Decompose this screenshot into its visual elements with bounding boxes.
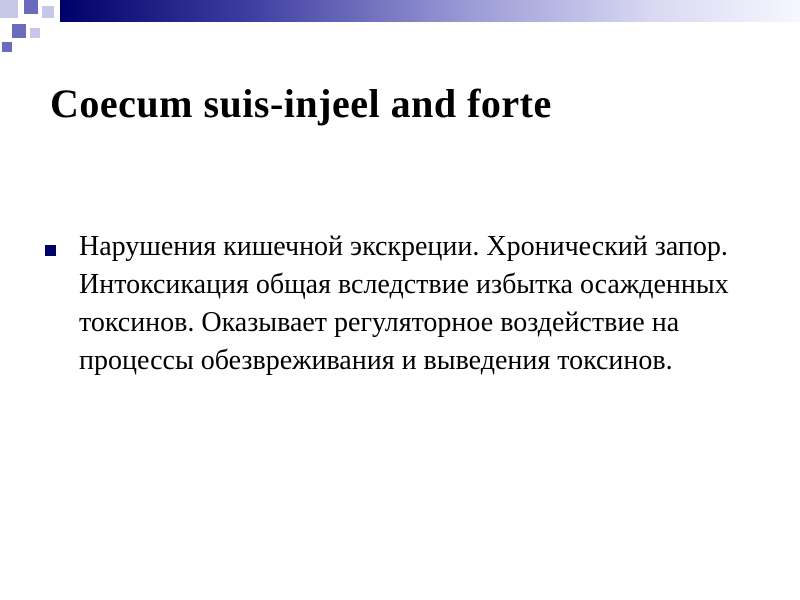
bullet-item (45, 228, 765, 380)
squares-decoration-icon (42, 6, 54, 18)
header-gradient-bar (60, 0, 800, 22)
squares-decoration-icon (0, 0, 18, 18)
header-decoration (0, 0, 800, 60)
slide-title: Coecum suis-injeel and forte (50, 81, 552, 126)
square-bullet-icon (45, 245, 56, 256)
slide-body (45, 228, 765, 380)
squares-decoration-icon (12, 24, 26, 38)
squares-decoration-icon (2, 42, 12, 52)
squares-decoration-icon (24, 0, 38, 14)
squares-decoration-icon (30, 28, 40, 38)
bullet-text: Нарушения кишечной экскреции. Хронический запор. Интоксикация общая вследствие избытка осажденных токсинов. Оказывает регуляторное воздействие на процессы обезвреживания и выведения токсинов. (79, 231, 729, 376)
